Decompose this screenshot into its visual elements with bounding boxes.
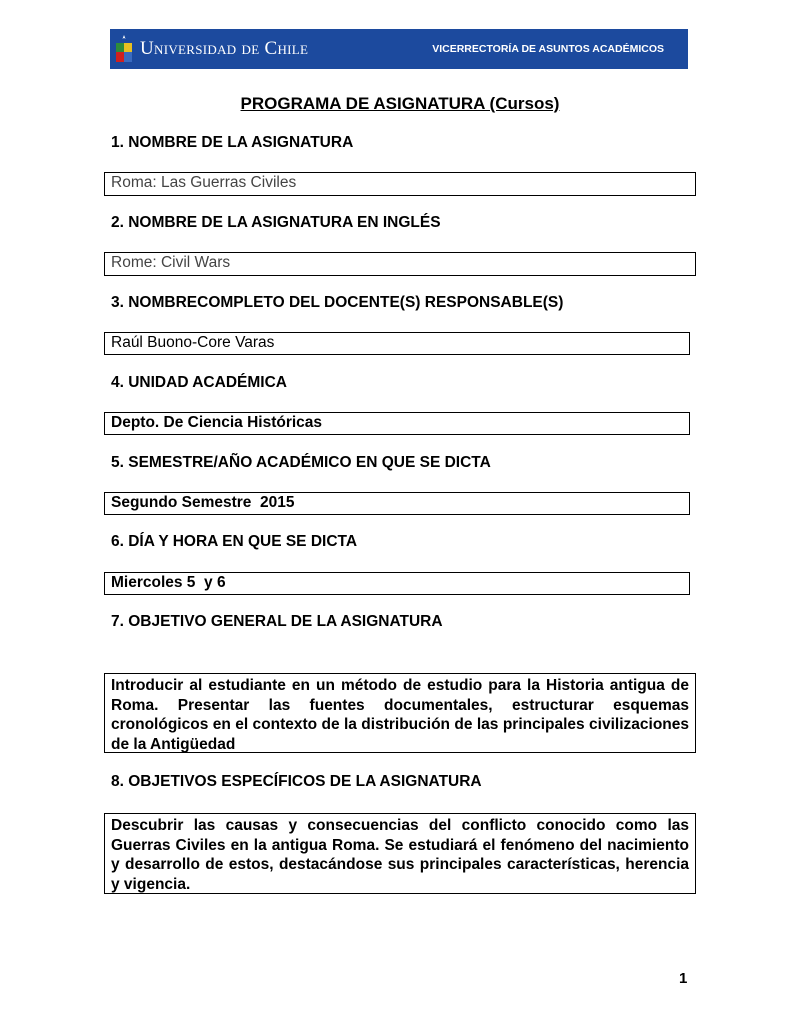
field-academic-unit: Depto. De Ciencia Históricas <box>104 412 690 435</box>
field-course-name: Roma: Las Guerras Civiles <box>104 172 696 196</box>
section-heading: 4. UNIDAD ACADÉMICA <box>111 374 287 391</box>
section-heading: 6. DÍA Y HORA EN QUE SE DICTA <box>111 533 358 550</box>
section-heading: 7. OBJETIVO GENERAL DE LA ASIGNATURA <box>111 613 443 630</box>
section-heading: 5. SEMESTRE/AÑO ACADÉMICO EN QUE SE DICTA <box>111 454 491 471</box>
field-semester: Segundo Semestre 2015 <box>104 492 690 515</box>
page-title: PROGRAMA DE ASIGNATURA (Cursos) <box>240 94 560 113</box>
section-heading: 1. NOMBRE DE LA ASIGNATURA <box>111 134 354 151</box>
section-heading: 8. OBJETIVOS ESPECÍFICOS DE LA ASIGNATURA <box>111 773 482 790</box>
page-number: 1 <box>679 970 688 987</box>
field-instructor: Raúl Buono-Core Varas <box>104 332 690 355</box>
header-banner <box>110 29 688 69</box>
section-heading: 3. NOMBRECOMPLETO DEL DOCENTE(S) RESPONSABLE(S) <box>111 294 564 311</box>
field-general-objective: Introducir al estudiante en un método de estudio para la Historia antigua de Roma. Presentar las fuentes documentales, estructurar esquemas cronológicos en el contexto de la distribución de las principales civilizaciones de la Antigüedad <box>104 673 696 753</box>
section-heading: 2. NOMBRE DE LA ASIGNATURA EN INGLÉS <box>111 214 441 231</box>
field-specific-objectives: Descubrir las causas y consecuencias del conflicto conocido como las Guerras Civiles en la antigua Roma. Se estudiará el fenómeno del nacimiento y desarrollo de estos, destacándose sus principales características, herencia y vigencia. <box>104 813 696 894</box>
office-name: VICERRECTORÍA DE ASUNTOS ACADÉMICOS <box>432 43 664 55</box>
field-course-name-english: Rome: Civil Wars <box>104 252 696 276</box>
university-name: Universidad de Chile <box>140 38 309 59</box>
field-schedule: Miercoles 5 y 6 <box>104 572 690 595</box>
university-logo-icon <box>116 35 132 63</box>
